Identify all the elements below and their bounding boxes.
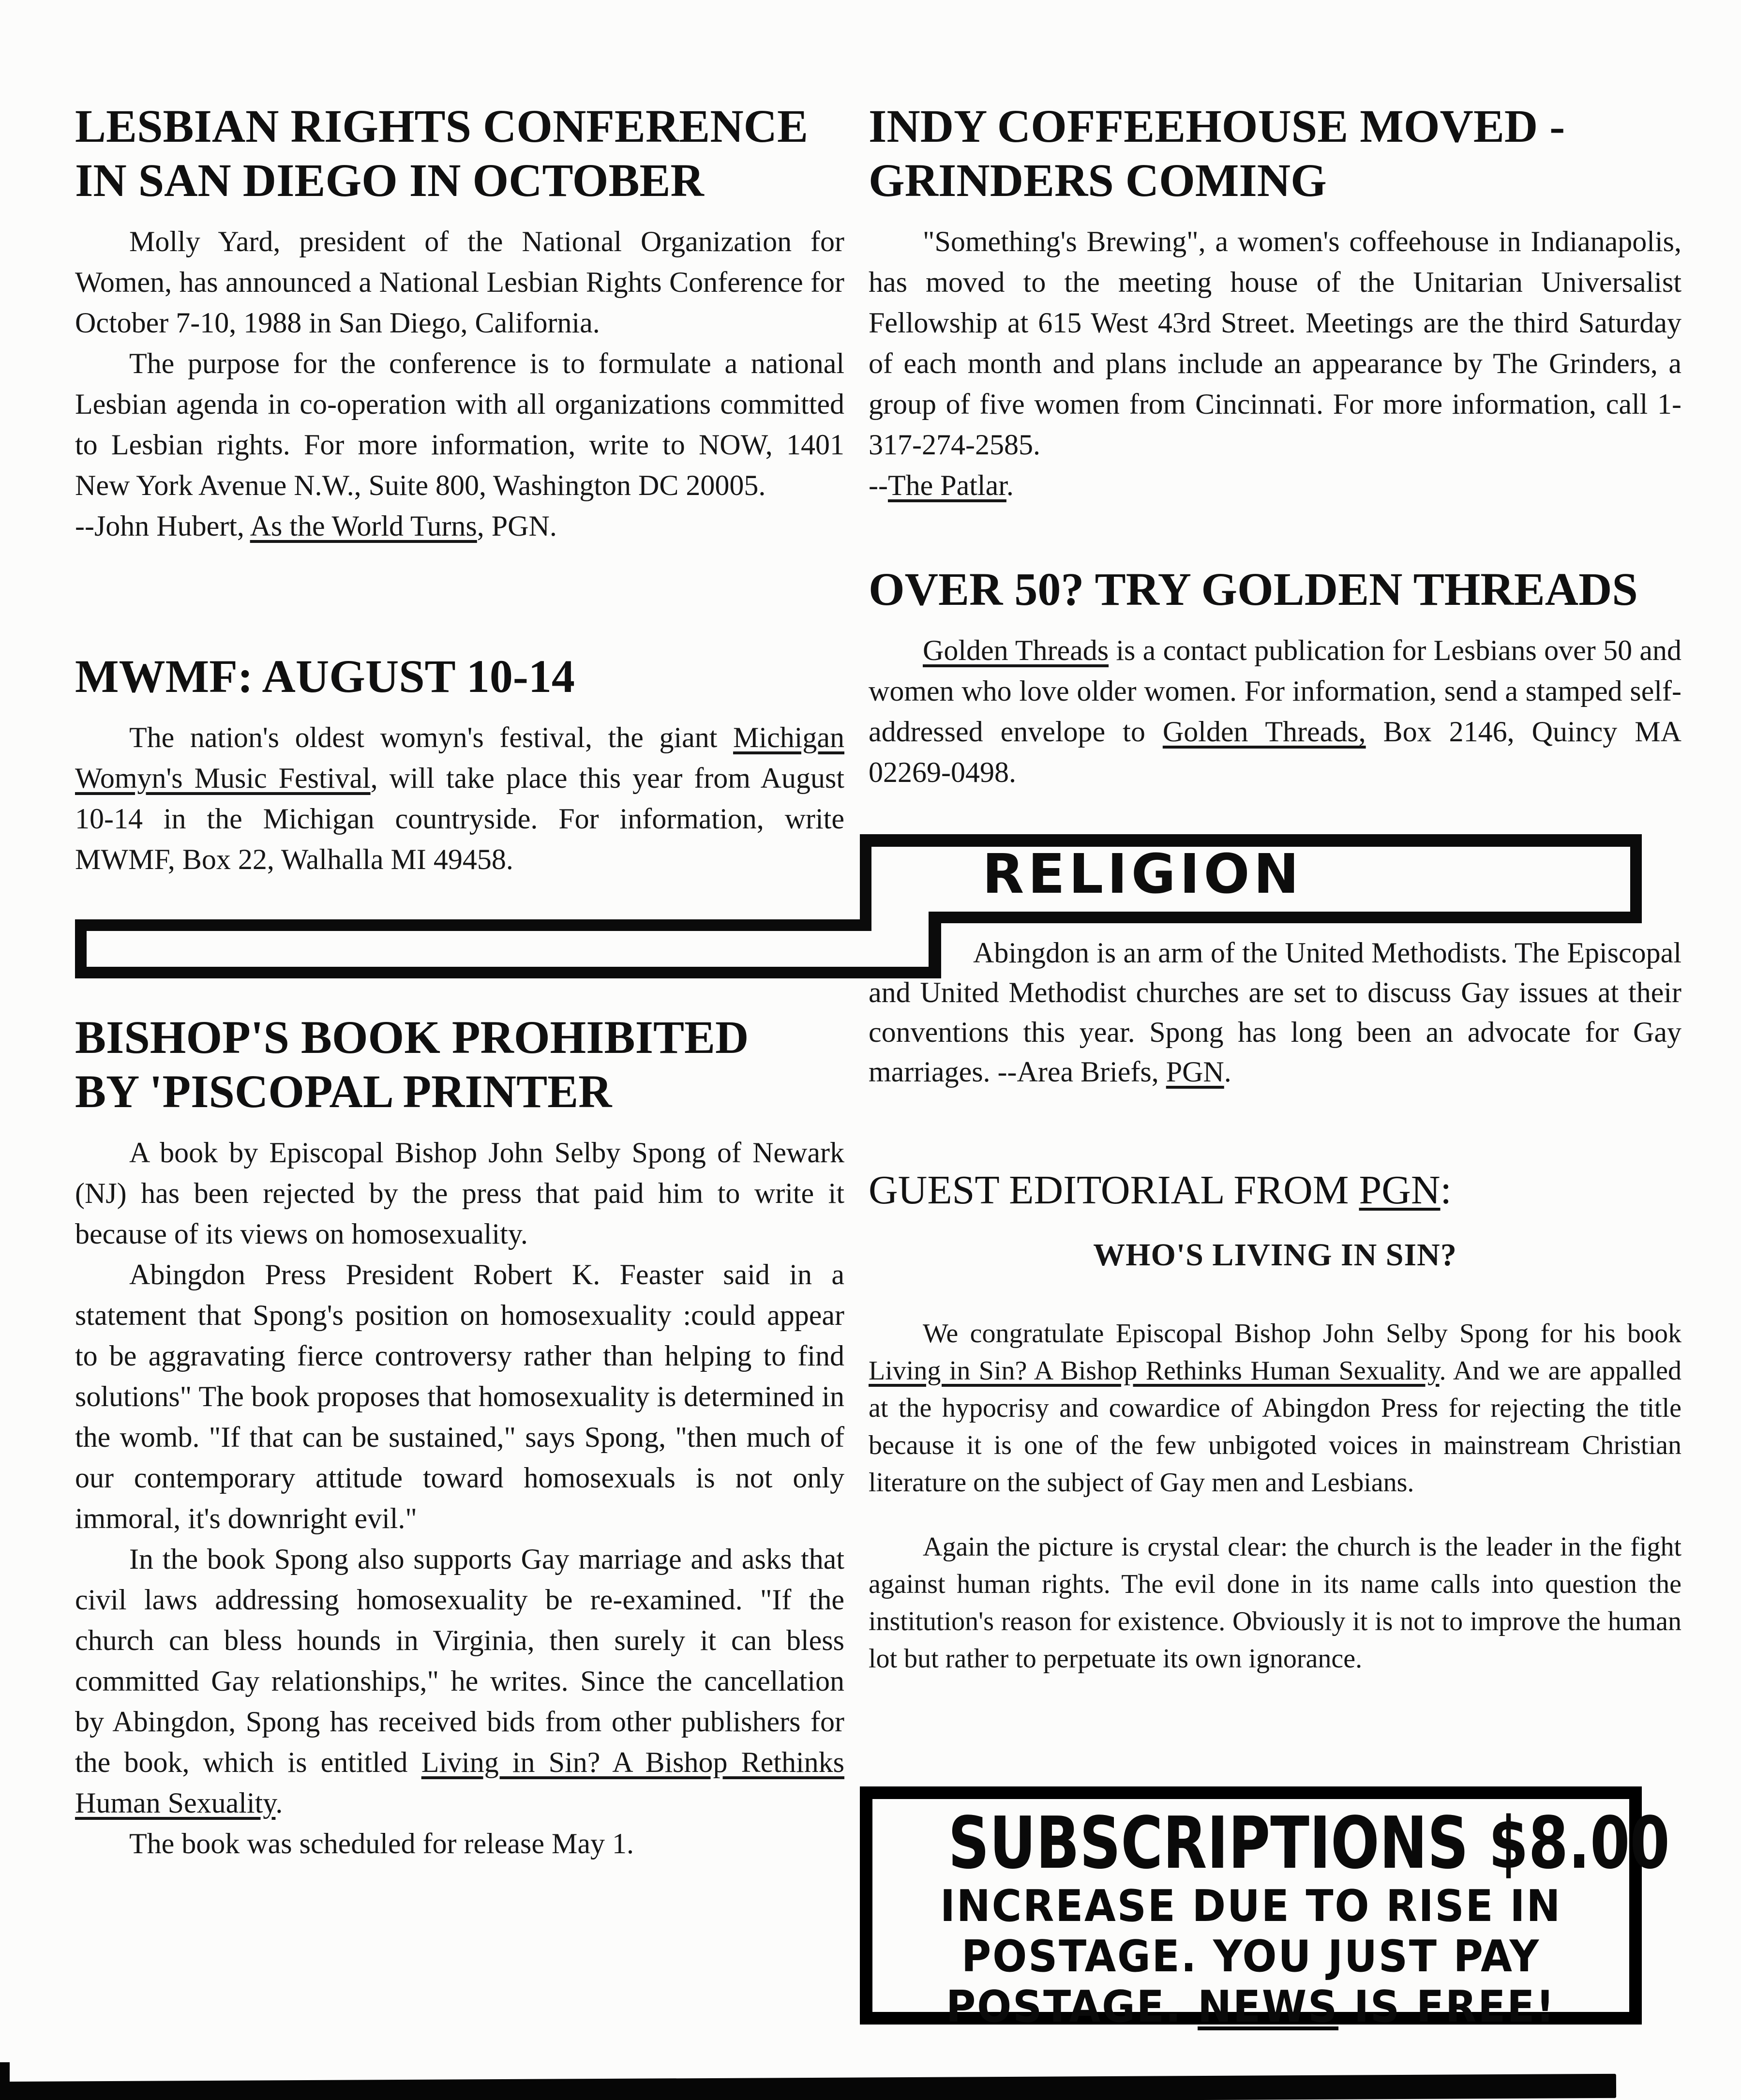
byline: --The Patlar. bbox=[869, 469, 1014, 501]
editorial-body bbox=[869, 1288, 1681, 1705]
subscription-line-2: INCREASE DUE TO RISE IN bbox=[940, 1881, 1562, 1932]
body-paragraph: Molly Yard, president of the National Organization for Women, has announced a National Lesbian Rights Conference for October 7-10, 1988 in San Diego, California. bbox=[75, 225, 844, 339]
subscription-line-1: SUBSCRIPTIONS $8.00 bbox=[948, 1801, 1670, 1885]
body-paragraph: A book by Episcopal Bishop John Selby Spong of Newark (NJ) has been rejected by the press that paid him to write it because of its views on homosexuality. bbox=[75, 1137, 844, 1250]
subscription-line-3: POSTAGE. YOU JUST PAY bbox=[961, 1931, 1541, 1982]
headline: BISHOP'S BOOK PROHIBITED bbox=[75, 1011, 749, 1063]
headline: BY 'PISCOPAL PRINTER bbox=[75, 1065, 612, 1117]
body-paragraph: The nation's oldest womyn's festival, the giant Michigan Womyn's Music Festival, will take place this year from August 10-14 in the Michigan countryside. For information, write MWMF, Box 22, Walhalla MI 49458. bbox=[75, 721, 845, 875]
article-indy-coffeehouse bbox=[869, 99, 1681, 506]
headline: GRINDERS COMING bbox=[869, 154, 1327, 206]
scan-artifact-bottom-edge bbox=[0, 2074, 1616, 2100]
religion-banner-border-right bbox=[1630, 834, 1642, 923]
headline: LESBIAN RIGHTS CONFERENCE bbox=[75, 100, 808, 152]
body-paragraph: "Something's Brewing", a women's coffeehouse in Indianapolis, has moved to the meeting house of the Unitarian Universalist Fellowship at 615 West 43rd Street. Meetings are the third Saturday of each month and plans include an appearance by The Grinders, a group of five women from Cincinnati. For more information, call 1-317-274-2585. bbox=[869, 225, 1681, 461]
article-mwmf bbox=[75, 649, 844, 880]
headline: INDY COFFEEHOUSE MOVED - bbox=[869, 100, 1565, 152]
body-paragraph: The purpose for the conference is to formulate a national Lesbian agenda in co-operation with all organizations committed to Lesbian rights. For more information, write to NOW, 1401 New York Avenue N.W., Suite 800, Washington DC 20005. bbox=[75, 347, 844, 501]
religion-banner-border-bottom bbox=[940, 912, 1642, 923]
body-paragraph: The book was scheduled for release May 1. bbox=[129, 1828, 634, 1860]
guest-editorial-kicker: GUEST EDITORIAL FROM PGN: bbox=[869, 1168, 1452, 1213]
article-golden-threads bbox=[869, 562, 1681, 793]
body-paragraph: Golden Threads is a contact publication for Lesbians over 50 and women who love older women. For information, send a stamped self-addressed envelope to Golden Threads, Box 2146, Quincy MA 02269-0498. bbox=[869, 634, 1681, 788]
body-paragraph: We congratulate Episcopal Bishop John Selby Spong for his book Living in Sin? A Bishop Rethinks Human Sexuality. And we are appalled at the hypocrisy and cowardice of Abingdon Press for rejecting the title because it is one of the few unbigoted voices in mainstream Christian literature on the subject of Gay men and Lesbians. bbox=[869, 1319, 1681, 1498]
section-divider-bar-top bbox=[75, 919, 871, 931]
section-divider-bar-bottom bbox=[75, 967, 941, 978]
religion-banner-label: RELIGION bbox=[982, 843, 1303, 906]
editorial-headline: WHO'S LIVING IN SIN? bbox=[1093, 1237, 1457, 1273]
scan-artifact-left-blob bbox=[0, 2062, 10, 2092]
body-paragraph: Again the picture is crystal clear: the church is the leader in the fight against human rights. The evil done in its name calls into question the institution's reason for existence. Obviously it is not to improve the human lot but rather to perpetuate its own ignorance. bbox=[869, 1532, 1681, 1674]
byline: --John Hubert, As the World Turns, PGN. bbox=[75, 510, 557, 542]
body-paragraph: Abingdon Press President Robert K. Feaster said in a statement that Spong's position on homosexuality :could appear to be aggravating fierce controversy rather than helping to find solutions" The book proposes that homosexuality is determined in the womb. "If that can be sustained," says Spong, "then much of our contemporary attitude toward homosexuals is not only immoral, it's downright evil." bbox=[75, 1259, 844, 1534]
headline: OVER 50? TRY GOLDEN THREADS bbox=[869, 563, 1638, 615]
headline: MWMF: AUGUST 10-14 bbox=[75, 650, 575, 702]
subscription-notice-box bbox=[860, 1786, 1670, 2032]
religion-banner-border-left bbox=[860, 834, 871, 931]
body-paragraph: Abingdon is an arm of the United Methodists. The Episcopal and United Methodist churches are set to discuss Gay issues at their conventions this year. Spong has long been an advocate for Gay marriages. --Area Briefs, PGN. bbox=[869, 937, 1681, 1088]
headline: IN SAN DIEGO IN OCTOBER bbox=[75, 154, 704, 206]
subscription-line-4: POSTAGE. NEWS IS FREE! bbox=[946, 1981, 1556, 2032]
article-bishops-book bbox=[75, 1010, 844, 1864]
religion-section-paragraph bbox=[869, 933, 1681, 1092]
article-lesbian-rights-conference bbox=[75, 99, 844, 546]
body-paragraph: In the book Spong also supports Gay marriage and asks that civil laws addressing homosexuality be re-examined. "If the church can bless hounds in Virginia, then surely it can bless committed Gay relationships," he writes. Since the cancellation by Abingdon, Spong has received bids from other publishers for the book, which is entitled Living in Sin? A Bishop Rethinks Human Sexuality. bbox=[75, 1543, 844, 1819]
